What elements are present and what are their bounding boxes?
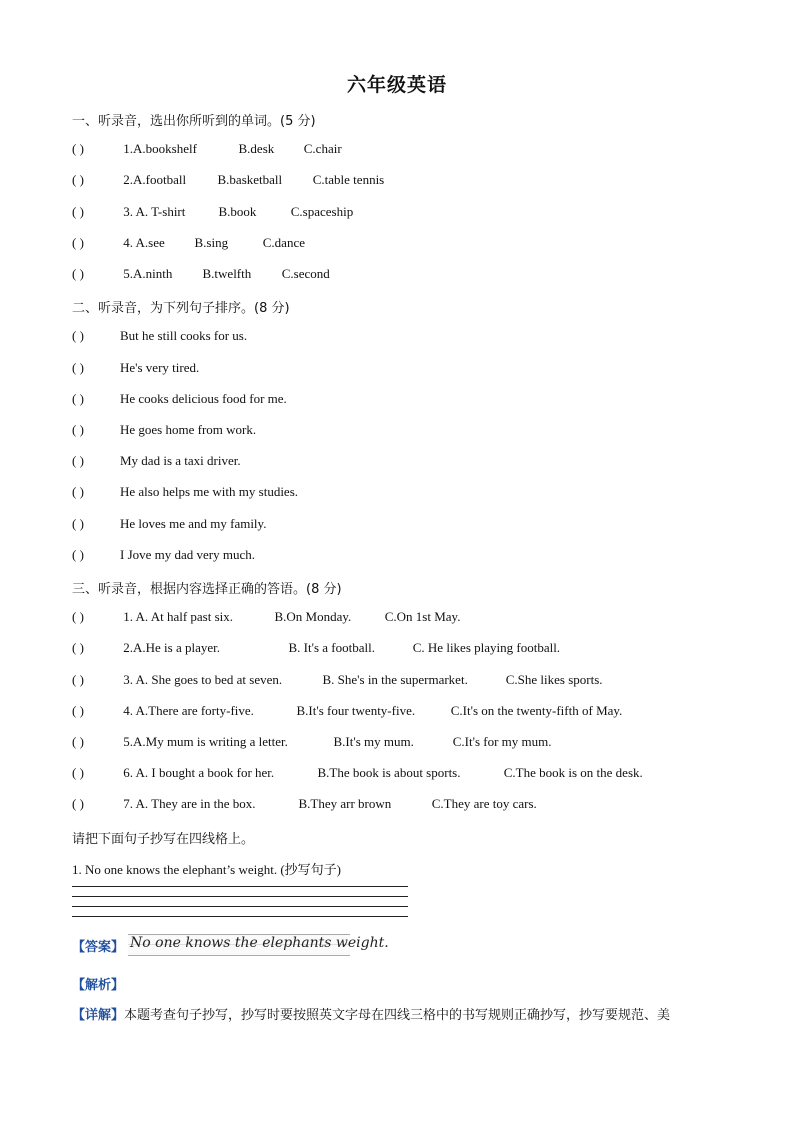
answer-blank[interactable]: ( )	[72, 141, 84, 156]
s2-sentence-4	[72, 422, 256, 438]
option-b: B. It's a football.	[288, 640, 375, 655]
option-a: 5.A.ninth	[123, 266, 173, 281]
analysis-tag: 【解析】	[72, 978, 125, 993]
analysis-row	[72, 974, 124, 993]
option-a: 1. A. At half past six.	[123, 609, 234, 624]
option-a: 2.A.He is a player.	[123, 640, 221, 655]
option-a: 5.A.My mum is writing a letter.	[123, 734, 288, 749]
answer-row	[72, 934, 389, 956]
sentence-text: My dad is a taxi driver.	[120, 453, 241, 468]
sentence-text: He loves me and my family.	[120, 516, 267, 531]
grid-line	[72, 916, 408, 917]
answer-blank[interactable]: ( )	[72, 516, 84, 531]
grid-line	[72, 886, 408, 887]
detail-text: 本题考查句子抄写，抄写时要按照英文字母在四线三格中的书写规则正确抄写，抄写要规范、美	[124, 1008, 671, 1023]
sentence-text: But he still cooks for us.	[120, 328, 248, 343]
option-c: C.She likes sports.	[505, 672, 603, 687]
answer-blank[interactable]: ( )	[72, 734, 84, 749]
handwriting-sample	[128, 934, 389, 956]
answer-blank[interactable]: ( )	[72, 422, 84, 437]
handwriting-text: No one knows the elephants weight.	[130, 935, 389, 951]
option-a: 2.A.football	[123, 172, 187, 187]
page-title: 六年级英语	[346, 74, 447, 96]
copy-prompt: 请把下面句子抄写在四线格上。	[72, 832, 255, 847]
grid-line	[72, 906, 408, 907]
answer-blank[interactable]: ( )	[72, 391, 84, 406]
s3-question-3	[72, 672, 603, 688]
sentence-text: He cooks delicious food for me.	[120, 391, 287, 406]
answer-tag: 【答案】	[72, 939, 125, 955]
s1-question-5	[72, 266, 330, 282]
s2-sentence-5	[72, 453, 241, 469]
s1-question-1	[72, 141, 342, 157]
s3-question-7	[72, 796, 537, 812]
option-c: C. He likes playing football.	[412, 640, 561, 655]
s3-question-6	[72, 765, 643, 781]
option-b: B.book	[218, 204, 257, 219]
detail-row	[72, 1004, 670, 1023]
answer-blank[interactable]: ( )	[72, 765, 84, 780]
s2-sentence-2	[72, 360, 199, 376]
option-a: 7. A. They are in the box.	[123, 796, 256, 811]
s2-sentence-1	[72, 328, 247, 344]
answer-blank[interactable]: ( )	[72, 609, 84, 624]
option-c: C.It's for my mum.	[452, 734, 552, 749]
s2-sentence-7	[72, 516, 266, 532]
section1-heading: 一、听录音，选出你所听到的单词。(5 分)	[72, 114, 316, 129]
option-a: 4. A.There are forty-five.	[123, 703, 254, 718]
option-b: B.On Monday.	[274, 609, 352, 624]
section3-heading: 三、听录音，根据内容选择正确的答语。(8 分)	[72, 582, 342, 597]
sentence-text: He also helps me with my studies.	[120, 484, 299, 499]
grid-line	[72, 896, 408, 897]
s3-question-1	[72, 609, 460, 625]
answer-blank[interactable]: ( )	[72, 484, 84, 499]
option-b: B. She's in the supermarket.	[322, 672, 468, 687]
s3-question-2	[72, 640, 560, 656]
answer-blank[interactable]: ( )	[72, 328, 84, 343]
s1-question-2	[72, 172, 384, 188]
option-a: 1.A.bookshelf	[123, 141, 197, 156]
s2-sentence-6	[72, 484, 298, 500]
s1-question-4	[72, 235, 305, 251]
s1-question-3	[72, 204, 353, 220]
four-line-grid[interactable]	[72, 886, 408, 926]
answer-blank[interactable]: ( )	[72, 703, 84, 718]
answer-blank[interactable]: ( )	[72, 204, 84, 219]
s2-sentence-8	[72, 547, 255, 563]
option-a: 3. A. She goes to bed at seven.	[123, 672, 283, 687]
option-b: B.sing	[194, 235, 229, 250]
option-c: C.The book is on the desk.	[503, 765, 643, 780]
answer-blank[interactable]: ( )	[72, 796, 84, 811]
option-b: B.The book is about sports.	[317, 765, 461, 780]
option-b: B.twelfth	[202, 266, 252, 281]
s2-sentence-3	[72, 391, 287, 407]
s3-question-4	[72, 703, 622, 719]
answer-blank[interactable]: ( )	[72, 172, 84, 187]
option-c: C.It's on the twenty-fifth of May.	[450, 703, 623, 718]
option-c: C.On 1st May.	[384, 609, 461, 624]
option-a: 6. A. I bought a book for her.	[123, 765, 275, 780]
sentence-text: He's very tired.	[120, 360, 200, 375]
option-c: C.spaceship	[290, 204, 354, 219]
option-b: B.basketball	[217, 172, 283, 187]
option-c: C.dance	[262, 235, 305, 250]
answer-blank[interactable]: ( )	[72, 547, 84, 562]
sentence-text: He goes home from work.	[120, 422, 257, 437]
copy-item: 1. No one knows the elephant’s weight. (抄写句子)	[72, 862, 341, 877]
option-b: B.It's my mum.	[333, 734, 414, 749]
answer-blank[interactable]: ( )	[72, 672, 84, 687]
answer-blank[interactable]: ( )	[72, 360, 84, 375]
answer-blank[interactable]: ( )	[72, 640, 84, 655]
option-c: C.table tennis	[312, 172, 385, 187]
option-b: B.desk	[238, 141, 275, 156]
option-a: 4. A.see	[123, 235, 165, 250]
option-c: C.second	[281, 266, 330, 281]
answer-blank[interactable]: ( )	[72, 266, 84, 281]
option-b: B.They arr brown	[298, 796, 392, 811]
section2-heading: 二、听录音，为下列句子排序。(8 分)	[72, 301, 290, 316]
option-b: B.It's four twenty-five.	[296, 703, 416, 718]
option-c: C.They are toy cars.	[431, 796, 537, 811]
answer-blank[interactable]: ( )	[72, 235, 84, 250]
sentence-text: I Jove my dad very much.	[120, 547, 256, 562]
option-a: 3. A. T-shirt	[123, 204, 186, 219]
answer-blank[interactable]: ( )	[72, 453, 84, 468]
option-c: C.chair	[303, 141, 342, 156]
detail-tag: 【详解】	[72, 1008, 125, 1023]
s3-question-5	[72, 734, 552, 750]
